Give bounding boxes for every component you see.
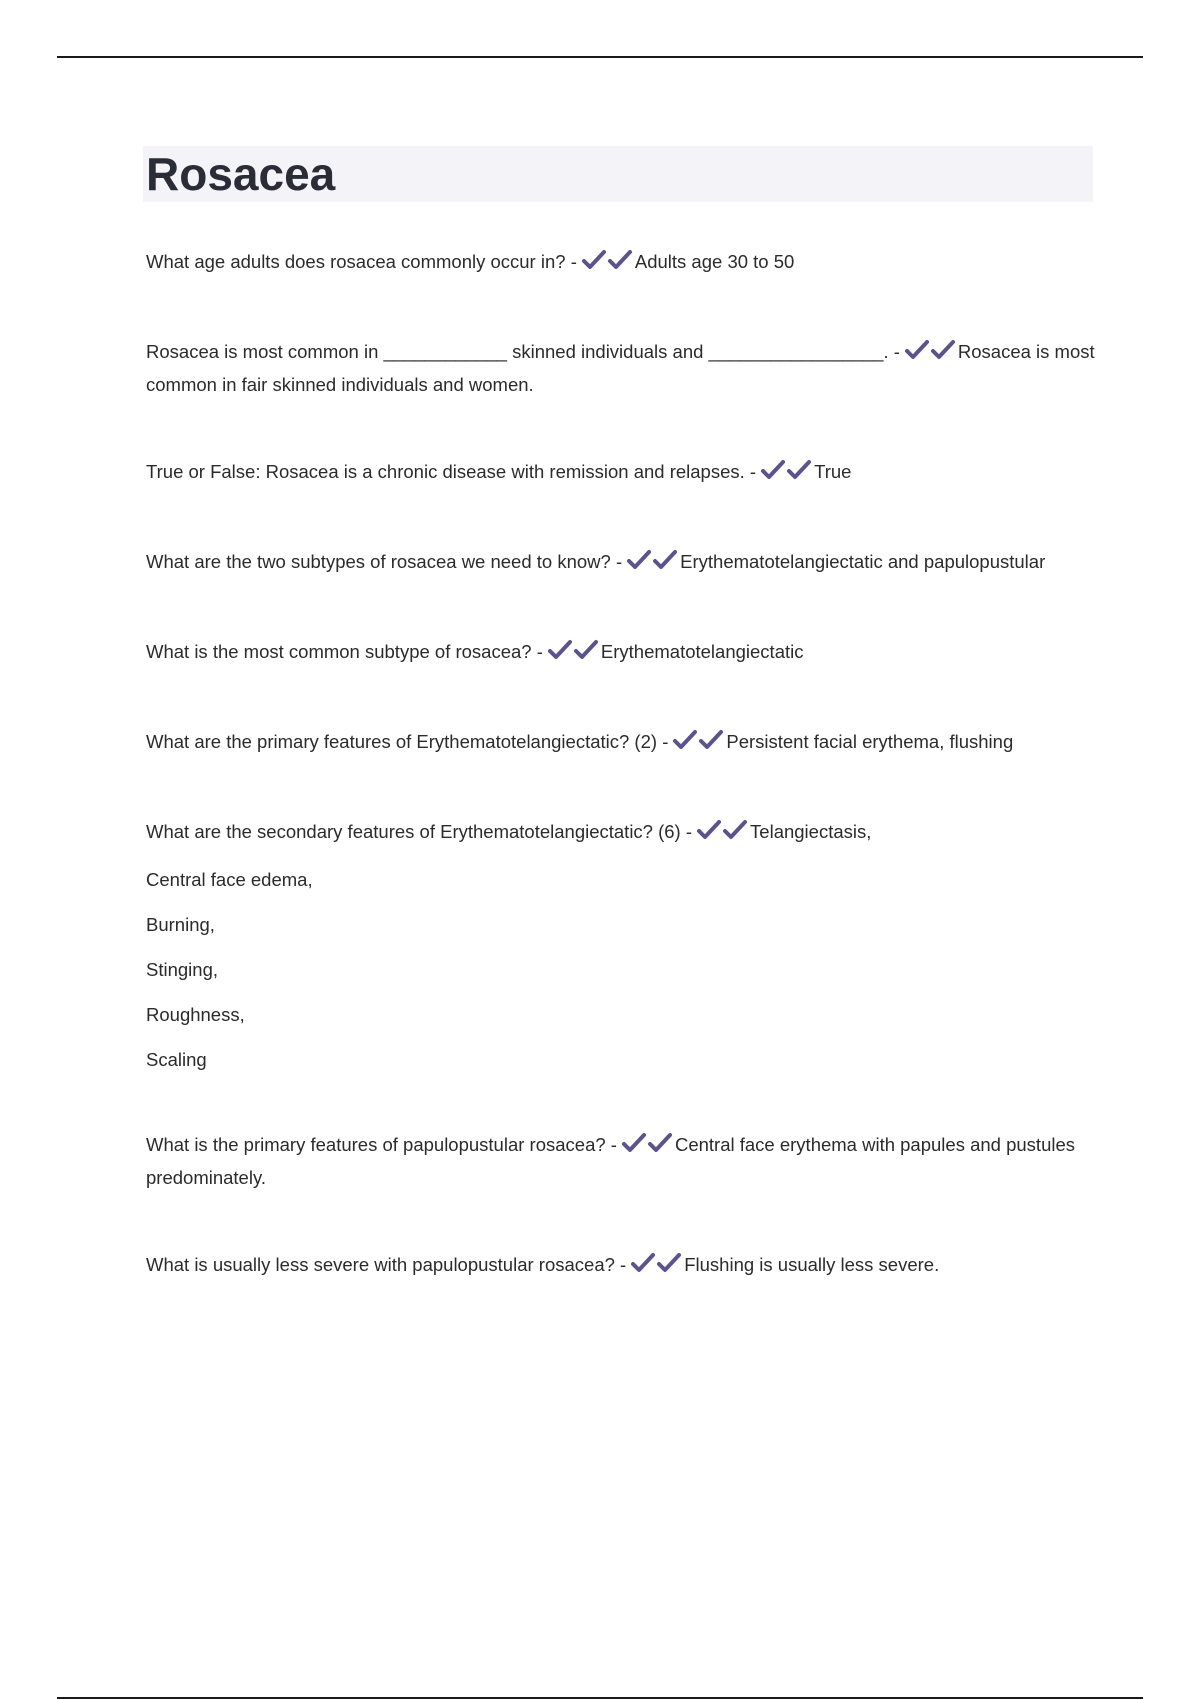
answer-continuation: Scaling [146,1049,207,1070]
checkmark-icon [904,339,930,361]
qa-item [146,457,1096,490]
checkmark-icon [696,819,722,841]
check-marks [547,639,599,670]
checkmark-icon [607,249,633,271]
question-text: What age adults does rosacea commonly occur in? [146,251,566,272]
answer-text: Erythematotelangiectatic and papulopustular [680,551,1046,572]
separator: - [610,1134,617,1155]
check-marks [672,729,724,760]
answer-text: Central face erythema with papules and pustules predominately. [146,1134,1076,1188]
qa-item [146,817,1096,1075]
checkmark-icon [698,729,724,751]
checkmark-icon [630,1252,656,1274]
separator: - [749,461,757,482]
answer-text: Flushing is usually less severe. [684,1254,940,1275]
check-marks [621,1132,673,1163]
separator: - [685,821,693,842]
answer-text: True [814,461,852,482]
checkmark-icon [672,729,698,751]
qa-line [146,1130,1096,1193]
qa-item [146,727,1096,760]
checkmark-icon [547,639,573,661]
qa-item [146,247,1096,280]
checkmark-icon [786,459,812,481]
check-marks [626,549,678,580]
answer-continuation: Roughness, [146,1004,245,1025]
answer-text: Rosacea is most common in fair skinned individuals and women. [146,341,1095,395]
checkmark-icon [626,549,652,571]
answer-text: Persistent facial erythema, flushing [726,731,1014,752]
question-text: What is usually less severe with papulopustular rosacea? [146,1254,615,1275]
qa-line [146,457,1096,490]
qa-line [146,727,1096,760]
question-text: What is the primary features of papulopustular rosacea? [146,1134,606,1155]
qa-line [146,817,1096,850]
question-text: What are the secondary features of Erythematotelangiectatic? (6) [146,821,681,842]
separator: - [615,551,623,572]
checkmark-icon [656,1252,682,1274]
qa-item [146,1130,1096,1193]
qa-line [146,247,1096,280]
check-marks [581,249,633,280]
checkmark-icon [930,339,956,361]
checkmark-icon [652,549,678,571]
checkmark-icon [573,639,599,661]
separator: - [620,1254,627,1275]
answer-continuation: Central face edema, [146,869,313,890]
check-marks [696,819,748,850]
top-rule [57,56,1143,58]
bottom-rule [57,1697,1143,1699]
separator: - [662,731,669,752]
answer-continuation: Stinging, [146,959,218,980]
check-marks [760,459,812,490]
qa-line [146,637,1096,670]
qa-item [146,547,1096,580]
qa-item [146,337,1096,400]
qa-line [146,547,1096,580]
page-title: Rosacea [146,148,336,200]
question-text: Rosacea is most common in ____________ skinned individuals and _________________. [146,341,889,362]
check-marks [904,339,956,370]
checkmark-icon [621,1132,647,1154]
qa-line [146,1250,1096,1283]
qa-item [146,637,1096,670]
question-text: What are the two subtypes of rosacea we need to know? [146,551,611,572]
qa-line [146,337,1096,400]
question-text: What is the most common subtype of rosacea? [146,641,532,662]
question-text: True or False: Rosacea is a chronic disease with remission and relapses. [146,461,745,482]
checkmark-icon [722,819,748,841]
separator: - [893,341,900,362]
qa-list [146,247,1096,1283]
answer-text: Adults age 30 to 50 [634,251,795,272]
separator: - [570,251,577,272]
separator: - [536,641,543,662]
checkmark-icon [647,1132,673,1154]
answer-text: Erythematotelangiectatic [600,641,804,662]
check-marks [630,1252,682,1283]
qa-item [146,1250,1096,1283]
question-text: What are the primary features of Erythematotelangiectatic? (2) [146,731,658,752]
answer-text: Telangiectasis, [750,821,872,842]
checkmark-icon [760,459,786,481]
checkmark-icon [581,249,607,271]
answer-continuation: Burning, [146,914,215,935]
